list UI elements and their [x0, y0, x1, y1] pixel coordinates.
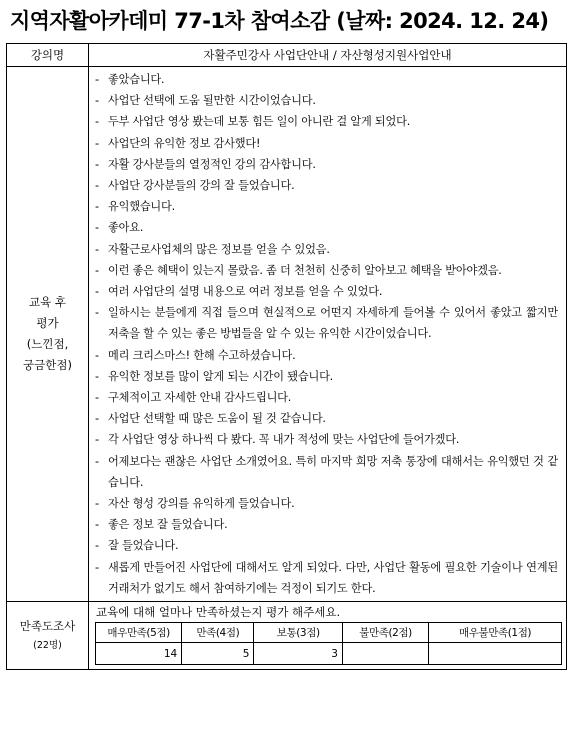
evaluation-label-line: 궁금한점) — [23, 358, 72, 373]
comment-item — [95, 111, 558, 132]
rating-value-satisfied: 5 — [182, 643, 254, 665]
bullet-dash: - — [95, 518, 99, 532]
comment-item — [95, 281, 558, 302]
satisfaction-label-text: 만족도조사 — [19, 618, 76, 633]
comment-text: 자활근로사업체의 많은 정보를 얻을 수 있었음. — [108, 242, 330, 256]
evaluation-label-line: 교육 후 — [29, 295, 66, 310]
comment-text: 사업단 선택할 때 많은 도움이 될 것 같습니다. — [108, 412, 326, 426]
bullet-dash: - — [95, 221, 99, 235]
lecture-row — [7, 44, 567, 67]
evaluation-label — [7, 67, 89, 602]
comment-text: 새롭게 만들어진 사업단에 대해서도 알게 되었다. 다만, 사업단 활동에 필요한 기술이나 연계된 거래처가 없기도 해서 참여하기에는 걱정이 되기도 한다. — [108, 560, 558, 595]
rating-value-row — [96, 643, 562, 665]
comment-item — [95, 133, 558, 154]
bullet-dash: - — [95, 115, 99, 129]
satisfaction-row — [7, 602, 567, 670]
comment-text: 각 사업단 영상 하나씩 다 봤다. 꼭 내가 적성에 맞는 사업단에 들어가겠다. — [108, 433, 460, 447]
comment-item — [95, 535, 558, 556]
page-title: 지역자활아카데미 77-1차 참여소감 (날짜: 2024. 12. 24) — [10, 9, 549, 33]
comment-text: 사업단의 유익한 정보 감사했다! — [108, 136, 261, 150]
comment-text: 두부 사업단 영상 봤는데 보통 힘든 일이 아니란 걸 알게 되었다. — [108, 115, 411, 129]
comment-item — [95, 408, 558, 429]
comment-item — [95, 557, 558, 599]
bullet-dash: - — [95, 433, 99, 447]
comment-text: 이런 좋은 혜택이 있는지 몰랐음. 좀 더 천천히 신중히 알아보고 혜택을 받아야겠음. — [108, 263, 502, 277]
comment-item — [95, 451, 558, 493]
bullet-dash: - — [95, 73, 99, 86]
comment-text: 자산 형성 강의를 유익하게 들었습니다. — [108, 497, 295, 511]
comment-text: 구체적이고 자세한 안내 감사드립니다. — [108, 391, 292, 405]
rating-header-satisfied: 만족(4점) — [182, 623, 254, 643]
bullet-dash: - — [95, 179, 99, 193]
respondent-count: (22명) — [33, 639, 62, 651]
comment-item — [95, 69, 558, 90]
rating-value-neutral: 3 — [254, 643, 343, 665]
comment-text: 잘 들었습니다. — [108, 539, 179, 553]
comment-text: 일하시는 분들에게 직접 들으며 현실적으로 어떤지 자세하게 들어볼 수 있어서 좋았고 짧지만 저축을 할 수 있는 좋은 방법들을 알 수 있는 유익한 시간이었습니다. — [108, 306, 558, 341]
bullet-dash: - — [95, 348, 99, 362]
comment-text: 사업단 강사분들의 강의 잘 들었습니다. — [108, 179, 295, 193]
survey-table — [6, 43, 567, 670]
comment-text: 좋았습니다. — [108, 73, 165, 86]
comment-item — [95, 345, 558, 366]
comment-item — [95, 387, 558, 408]
comment-item — [95, 514, 558, 535]
satisfaction-cell — [89, 602, 567, 670]
comment-item — [95, 175, 558, 196]
evaluation-row — [7, 67, 567, 602]
bullet-dash: - — [95, 263, 99, 277]
bullet-dash: - — [95, 369, 99, 383]
rating-header-very-dissatisfied: 매우불만족(1점) — [429, 623, 562, 643]
bullet-dash: - — [95, 391, 99, 405]
comment-item — [95, 239, 558, 260]
evaluation-label-line: (느낀점, — [26, 337, 69, 352]
bullet-dash: - — [95, 497, 99, 511]
rating-header-dissatisfied: 불만족(2점) — [342, 623, 428, 643]
lecture-name-value: 자활주민강사 사업단안내 / 자산형성지원사업안내 — [89, 44, 567, 67]
bullet-dash: - — [95, 94, 99, 108]
bullet-dash: - — [95, 242, 99, 256]
comment-text: 여러 사업단의 설명 내용으로 여러 정보를 얻을 수 있었다. — [108, 285, 383, 299]
bullet-dash: - — [95, 136, 99, 150]
rating-table — [95, 622, 562, 665]
bullet-dash: - — [95, 539, 99, 553]
comment-item — [95, 217, 558, 238]
satisfaction-question: 교육에 대해 얼마나 만족하셨는지 평가 해주세요. — [96, 605, 341, 620]
comment-text: 어제보다는 괜찮은 사업단 소개였어요. 특히 마지막 희망 저축 통장에 대해서는 유익했던 것 같습니다. — [108, 454, 558, 489]
comment-text: 유익했습니다. — [108, 200, 175, 214]
rating-header-neutral: 보통(3점) — [254, 623, 343, 643]
bullet-dash: - — [95, 306, 99, 320]
rating-header-very-satisfied: 매우만족(5점) — [96, 623, 182, 643]
comment-item — [95, 154, 558, 175]
comment-text: 사업단 선택에 도움 될만한 시간이었습니다. — [108, 94, 316, 108]
comment-item — [95, 366, 558, 387]
comment-item — [95, 90, 558, 111]
comment-list — [89, 67, 566, 601]
bullet-dash: - — [95, 157, 99, 171]
bullet-dash: - — [95, 200, 99, 214]
comment-item — [95, 196, 558, 217]
comment-text: 유익한 정보를 많이 알게 되는 시간이 됐습니다. — [108, 369, 334, 383]
lecture-name-label: 강의명 — [7, 44, 89, 67]
satisfaction-label — [7, 602, 89, 670]
comment-item — [95, 493, 558, 514]
comment-item — [95, 429, 558, 450]
comment-text: 좋아요. — [108, 221, 144, 235]
evaluation-label-line: 평가 — [36, 316, 59, 331]
comment-text: 자활 강사분들의 열정적인 강의 감사합니다. — [108, 157, 316, 171]
rating-value-very-dissatisfied — [429, 643, 562, 665]
evaluation-comments-cell — [89, 67, 567, 602]
bullet-dash: - — [95, 412, 99, 426]
comment-item — [95, 302, 558, 344]
comment-text: 좋은 정보 잘 들었습니다. — [108, 518, 228, 532]
rating-value-dissatisfied — [342, 643, 428, 665]
rating-value-very-satisfied: 14 — [96, 643, 182, 665]
comment-text: 메리 크리스마스! 한해 수고하셨습니다. — [108, 348, 296, 362]
comment-item — [95, 260, 558, 281]
bullet-dash: - — [95, 560, 99, 574]
rating-header-row — [96, 623, 562, 643]
bullet-dash: - — [95, 454, 99, 468]
bullet-dash: - — [95, 285, 99, 299]
